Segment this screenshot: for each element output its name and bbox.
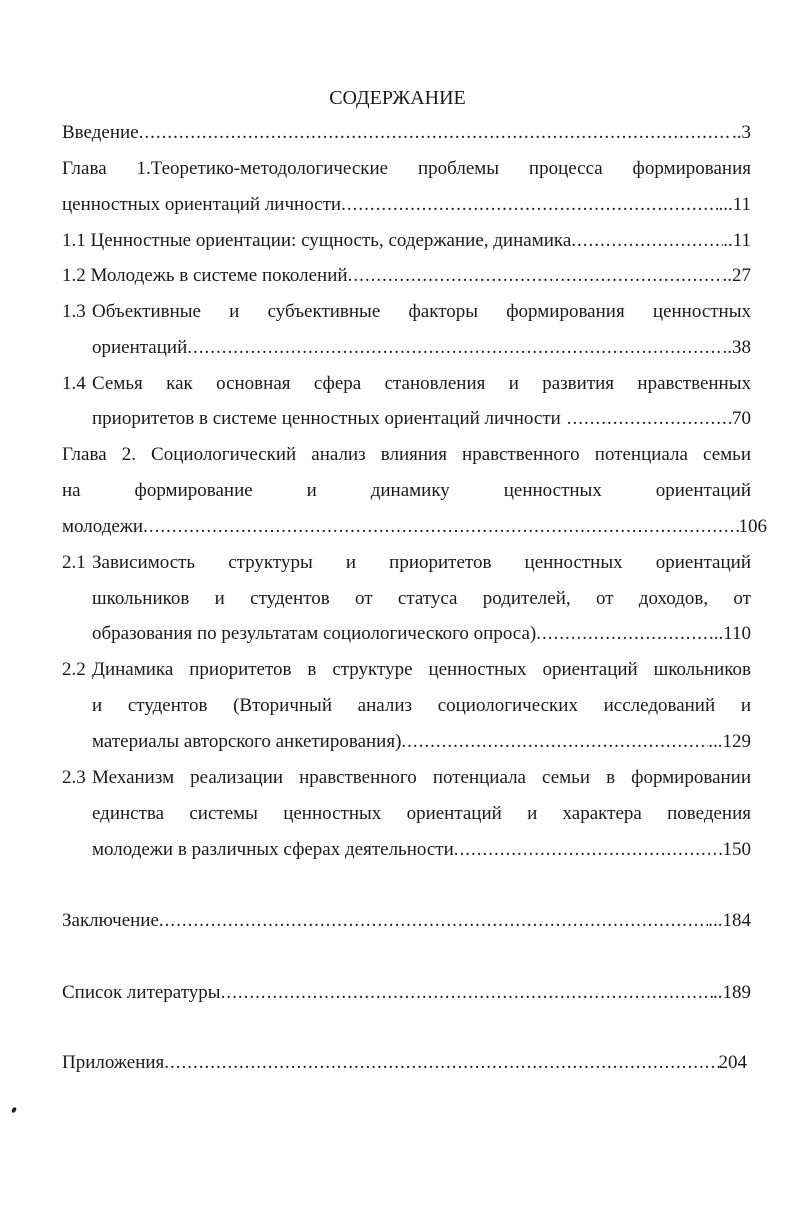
- dot-leader: [139, 121, 732, 145]
- toc-entry-appendix: [62, 1051, 747, 1075]
- toc-chapter-1-line2: [62, 193, 751, 217]
- toc-entry-label: Введение: [62, 122, 139, 143]
- toc-chapter-2-line1: Глава 2. Социологический анализ влияния нравственного потенциала семьи: [62, 444, 751, 465]
- toc-entry-label: Заключение: [62, 910, 159, 931]
- dot-leader: [143, 515, 738, 539]
- toc-section-number: 1.3: [62, 301, 86, 322]
- dot-leader: [341, 193, 718, 217]
- dot-leader: [571, 229, 723, 253]
- dot-leader: [401, 730, 708, 754]
- dot-leader: [454, 838, 723, 862]
- toc-entry-label: образования по результатам социологического опроса): [92, 623, 537, 644]
- toc-page-number: ..11: [723, 230, 751, 251]
- toc-section-number: 2.3: [62, 767, 86, 788]
- toc-section-1-1: [62, 229, 751, 253]
- toc-section-1-3-line1: Объективные и субъективные факторы формирования ценностных: [92, 301, 751, 322]
- toc-section-number: 2.2: [62, 659, 86, 680]
- toc-section-1-2: [62, 264, 751, 288]
- toc-page-number: 150: [722, 839, 751, 860]
- dot-leader: [159, 909, 708, 933]
- toc-entry-label: ориентаций: [92, 337, 188, 358]
- toc-section-2-3-line1: Механизм реализации нравственного потенциала семьи в формировании: [92, 767, 751, 788]
- toc-chapter-2-line3: [62, 515, 767, 539]
- toc-section-1-4-line1: Семья как основная сфера становления и развития нравственных: [92, 373, 751, 394]
- toc-page-number: 70: [732, 408, 751, 429]
- toc-page-number: ...11: [718, 194, 751, 215]
- toc-section-2-2-line1: Динамика приоритетов в структуре ценностных ориентаций школьников: [92, 659, 751, 680]
- toc-section-2-1-line3: [92, 622, 751, 646]
- toc-entry-label: 1.1 Ценностные ориентации: сущность, содержание, динамика: [62, 230, 572, 251]
- dot-leader: [187, 336, 722, 360]
- dot-leader: [536, 622, 709, 646]
- toc-section-2-1-line1: Зависимость структуры и приоритетов ценностных ориентаций: [92, 552, 751, 573]
- dot-leader: [348, 264, 723, 288]
- toc-entry-label: 1.2 Молодежь в системе поколений: [62, 265, 348, 286]
- toc-page-number: ..38: [722, 337, 751, 358]
- toc-section-2-1-line2: школьников и студентов от статуса родителей, от доходов, от: [92, 588, 751, 609]
- toc-entry-label: приоритетов в системе ценностных ориентаций личности: [92, 408, 561, 429]
- toc-section-2-2-line3: [92, 730, 751, 754]
- toc-page-number: ...184: [708, 910, 751, 931]
- toc-page-number: ..189: [713, 982, 751, 1003]
- toc-page-number: ..27: [722, 265, 751, 286]
- dot-leader: [221, 981, 713, 1005]
- dot-leader: [164, 1051, 718, 1075]
- toc-chapter-2-line2: на формирование и динамику ценностных ориентаций: [62, 480, 751, 501]
- toc-entry-label: молодежи: [62, 516, 144, 537]
- toc-entry-intro: [62, 121, 751, 145]
- toc-section-number: 1.4: [62, 373, 86, 394]
- toc-entry-label: ценностных ориентаций личности: [62, 194, 342, 215]
- toc-page-number: 204: [718, 1052, 747, 1073]
- toc-section-number: 2.1: [62, 552, 86, 573]
- toc-entry-label: материалы авторского анкетирования): [92, 731, 402, 752]
- toc-entry-label: Список литературы: [62, 982, 221, 1003]
- toc-entry-conclusion: [62, 909, 751, 933]
- toc-chapter-1-line1: Глава 1.Теоретико-методологические проблемы процесса формирования: [62, 158, 751, 179]
- scan-speck: [11, 1106, 17, 1113]
- toc-section-2-2-line2: и студентов (Вторичный анализ социологических исследований и: [92, 695, 751, 716]
- toc-page-number: ...129: [708, 731, 751, 752]
- toc-page-number: ..3: [732, 122, 751, 143]
- toc-page-number: 106: [738, 516, 767, 537]
- dot-leader: [567, 407, 732, 431]
- toc-section-1-3-line2: [92, 336, 751, 360]
- toc-entry-references: [62, 981, 751, 1005]
- toc-section-2-3-line2: единства системы ценностных ориентаций и характера поведения: [92, 803, 751, 824]
- toc-entry-label: Приложения: [62, 1052, 165, 1073]
- toc-section-1-4-line2: [92, 407, 751, 431]
- page-title: СОДЕРЖАНИЕ: [329, 87, 466, 109]
- toc-section-2-3-line3: [92, 838, 751, 862]
- toc-entry-label: молодежи в различных сферах деятельности: [92, 839, 454, 860]
- toc-page-number: ...110: [708, 623, 751, 644]
